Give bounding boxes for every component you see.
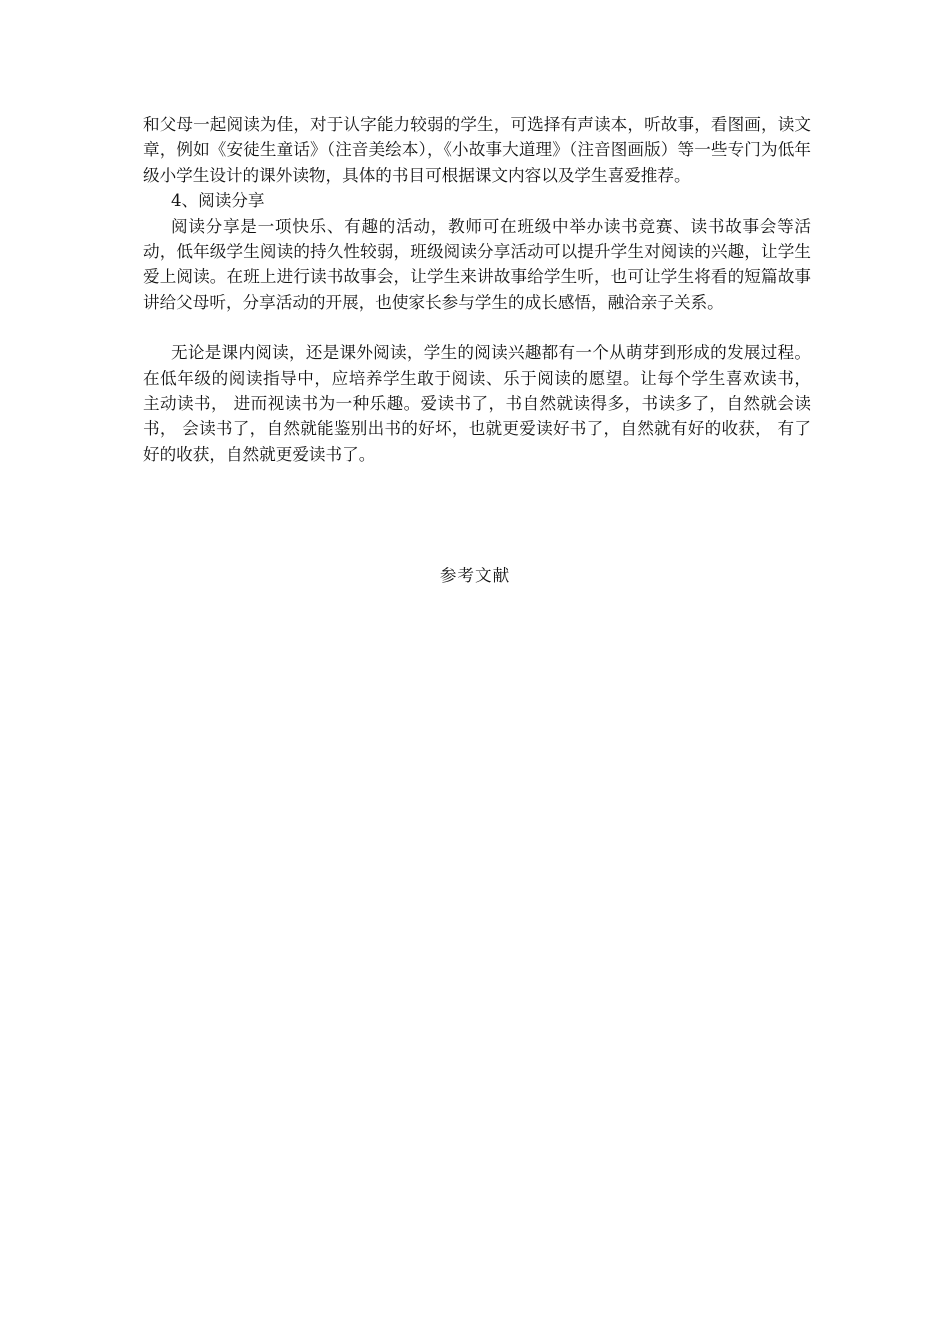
paragraph-continuation: 和父母一起阅读为佳，对于认字能力较弱的学生，可选择有声读本，听故事，看图画，读文章，例如《安徒生童话》（注音美绘本），《小故事大道理》（注音图画版）等一些专门为低年级小学生设计的课外读物，具体的书目可根据课文内容以及学生喜爱推荐。 xyxy=(143,115,811,185)
paragraph-conclusion: 无论是课内阅读，还是课外阅读，学生的阅读兴趣都有一个从萌芽到形成的发展过程。在低年级的阅读指导中，应培养学生敢于阅读、乐于阅读的愿望。让每个学生喜欢读书， 主动读书， 进而视读书为一种乐趣。爱读书了，书自然就读得多，书读多了，自然就会读书， 会读书了，自然就能鉴别出书的好坏，也就更爱读好书了，自然就有好的收获， 有了好的收获，自然就更爱读书了。 xyxy=(143,343,811,464)
section-heading-reading-sharing: 4、阅读分享 xyxy=(171,191,265,211)
document-body xyxy=(143,112,811,467)
references-title: 参考文献 xyxy=(439,566,511,585)
paragraph-reading-sharing: 阅读分享是一项快乐、有趣的活动，教师可在班级中举办读书竞赛、读书故事会等活动，低年级学生阅读的持久性较弱，班级阅读分享活动可以提升学生对阅读的兴趣，让学生爱上阅读。在班上进行读书故事会，让学生来讲故事给学生听，也可让学生将看的短篇故事讲给父母听，分享活动的开展，也使家长参与学生的成长感悟，融洽亲子关系。 xyxy=(143,216,811,312)
paragraph-spacer xyxy=(143,315,811,340)
